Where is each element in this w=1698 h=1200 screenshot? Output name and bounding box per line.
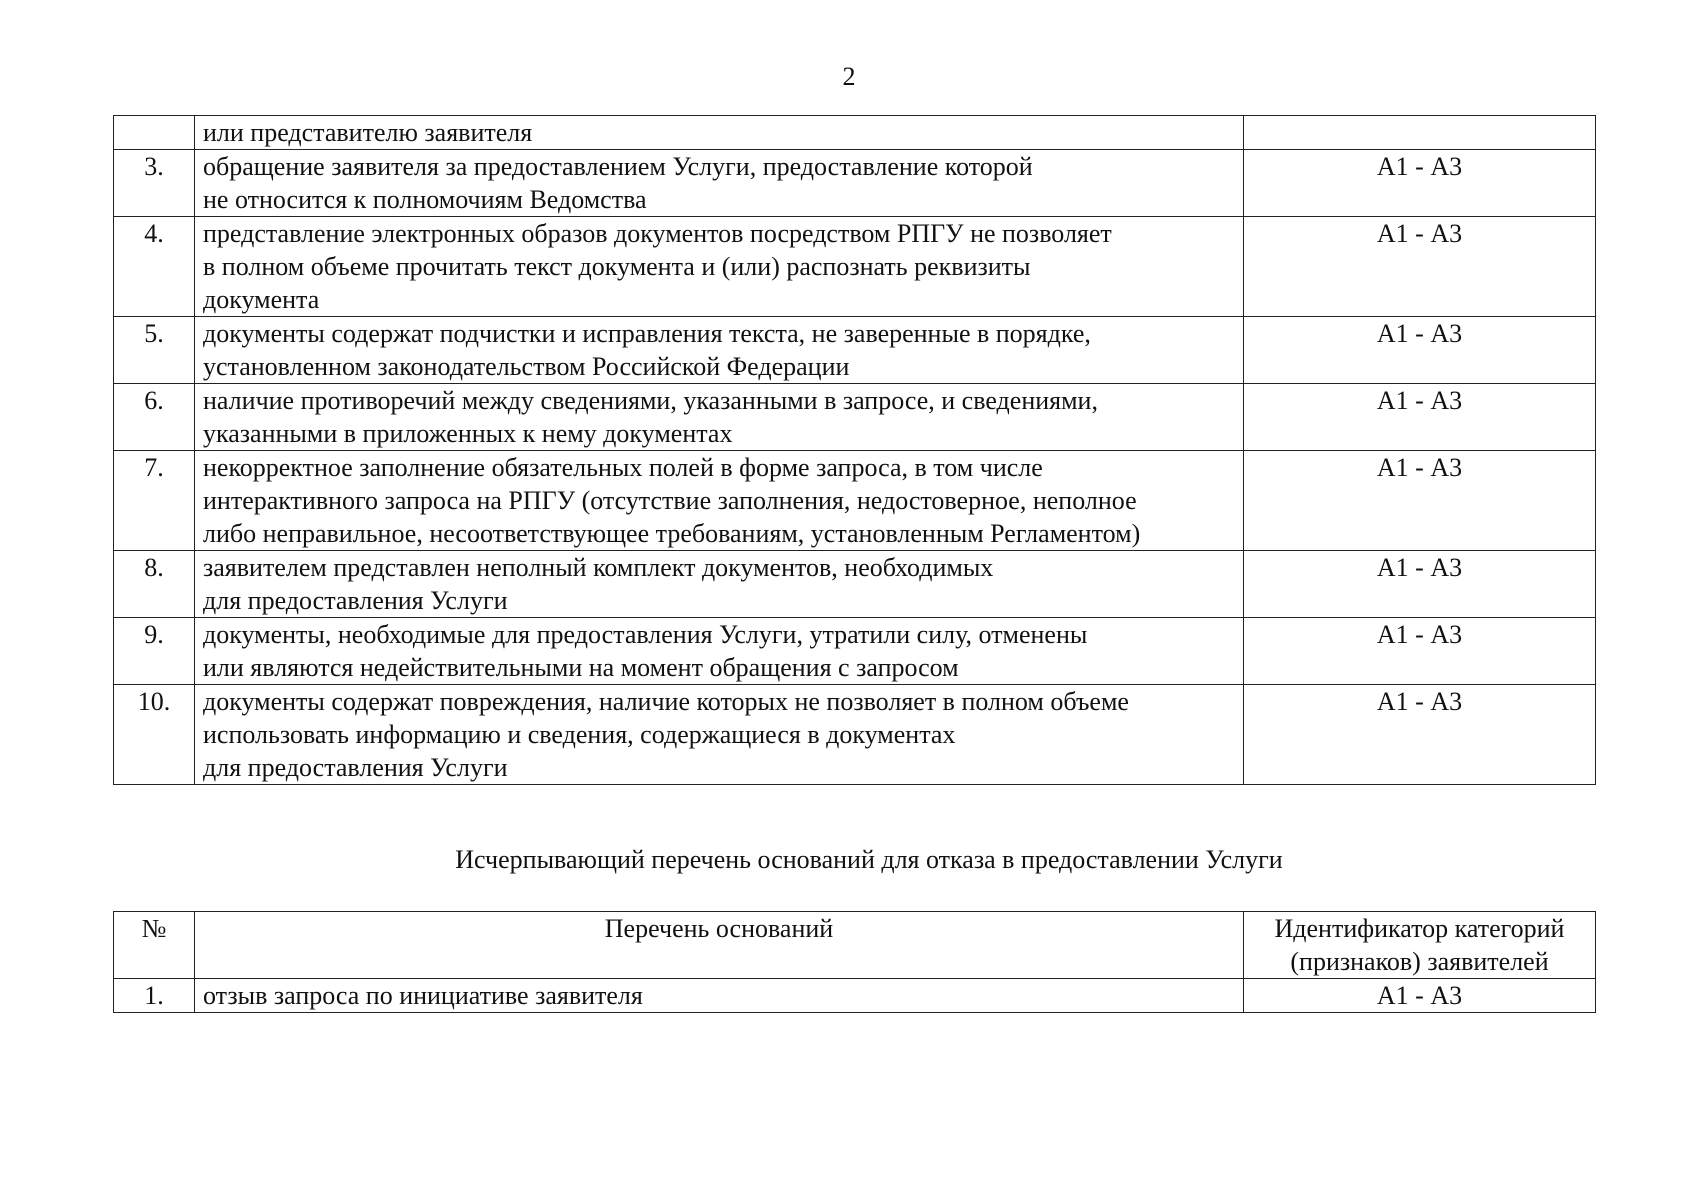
row-category-identifier: А1 - А3: [1244, 150, 1596, 217]
row-category-identifier: А1 - А3: [1244, 551, 1596, 618]
row-category-identifier: А1 - А3: [1244, 979, 1596, 1013]
ground-text-line: указанными в приложенных к нему документах: [203, 419, 733, 448]
page-number: 2: [842, 62, 856, 91]
table-row: [114, 451, 1596, 551]
ground-text-line: заявителем представлен неполный комплект документов, необходимых: [203, 553, 994, 582]
row-category-identifier: А1 - А3: [1244, 317, 1596, 384]
row-ground-text: [195, 685, 1244, 785]
grounds-table-continued: [113, 115, 1596, 785]
table-row: [114, 685, 1596, 785]
header-category-line: (признаков) заявителей: [1290, 947, 1549, 976]
row-ground-text: [195, 618, 1244, 685]
header-category-line: Идентификатор категорий: [1274, 914, 1565, 943]
ground-text-line: представление электронных образов документов посредством РПГУ не позволяет: [203, 219, 1112, 248]
ground-text-line: для предоставления Услуги: [203, 586, 508, 615]
ground-text-line: или являются недействительными на момент обращения с запросом: [203, 653, 959, 682]
row-ground-text: [195, 150, 1244, 217]
header-number: №: [114, 912, 195, 979]
row-category-identifier: А1 - А3: [1244, 384, 1596, 451]
row-number: 10.: [114, 685, 195, 785]
row-ground-text: [195, 451, 1244, 551]
ground-text-line: или представителю заявителя: [203, 118, 533, 147]
row-ground-text: [195, 384, 1244, 451]
ground-text-line: документа: [203, 285, 320, 314]
row-number: 3.: [114, 150, 195, 217]
row-number: 9.: [114, 618, 195, 685]
grounds-table-body: [114, 116, 1596, 785]
row-number: [114, 116, 195, 150]
table-row: [114, 150, 1596, 217]
ground-text-line: в полном объеме прочитать текст документа и (или) распознать реквизиты: [203, 252, 1031, 281]
row-number: 5.: [114, 317, 195, 384]
row-category-identifier: А1 - А3: [1244, 217, 1596, 317]
header-category-identifier: [1244, 912, 1596, 979]
ground-text-line: документы содержат повреждения, наличие которых не позволяет в полном объеме: [203, 687, 1129, 716]
section-heading: Исчерпывающий перечень оснований для отказа в предоставлении Услуги: [455, 845, 1283, 874]
table-row: [114, 217, 1596, 317]
ground-text-line: установленном законодательством Российской Федерации: [203, 352, 850, 381]
ground-text-line: документы, необходимые для предоставления Услуги, утратили силу, отменены: [203, 620, 1088, 649]
ground-text-line: наличие противоречий между сведениями, указанными в запросе, и сведениями,: [203, 386, 1098, 415]
table-header-row: [114, 912, 1596, 979]
header-grounds-list: Перечень оснований: [195, 912, 1244, 979]
ground-text-line: использовать информацию и сведения, содержащиеся в документах: [203, 720, 956, 749]
row-category-identifier: А1 - А3: [1244, 451, 1596, 551]
row-number: 8.: [114, 551, 195, 618]
ground-text-line: обращение заявителя за предоставлением Услуги, предоставление которой: [203, 152, 1033, 181]
row-category-identifier: [1244, 116, 1596, 150]
ground-text-line: документы содержат подчистки и исправления текста, не заверенные в порядке,: [203, 319, 1091, 348]
ground-text-line: интерактивного запроса на РПГУ (отсутствие заполнения, недостоверное, неполное: [203, 486, 1137, 515]
row-category-identifier: А1 - А3: [1244, 618, 1596, 685]
table-row: [114, 116, 1596, 150]
row-ground-text: [195, 116, 1244, 150]
ground-text-line: либо неправильное, несоответствующее требованиям, установленным Регламентом): [203, 519, 1141, 548]
row-ground-text: [195, 551, 1244, 618]
refusal-table-body: [114, 979, 1596, 1013]
refusal-grounds-table: [113, 911, 1596, 1013]
ground-text-line: отзыв запроса по инициативе заявителя: [203, 981, 643, 1010]
row-ground-text: [195, 317, 1244, 384]
row-number: 6.: [114, 384, 195, 451]
table-row: [114, 384, 1596, 451]
row-category-identifier: А1 - А3: [1244, 685, 1596, 785]
row-number: 4.: [114, 217, 195, 317]
row-number: 7.: [114, 451, 195, 551]
row-ground-text: [195, 217, 1244, 317]
ground-text-line: не относится к полномочиям Ведомства: [203, 185, 647, 214]
row-ground-text: [195, 979, 1244, 1013]
table-row: [114, 317, 1596, 384]
table-row: [114, 618, 1596, 685]
table-row: [114, 551, 1596, 618]
row-number: 1.: [114, 979, 195, 1013]
table-row: [114, 979, 1596, 1013]
ground-text-line: для предоставления Услуги: [203, 753, 508, 782]
ground-text-line: некорректное заполнение обязательных полей в форме запроса, в том числе: [203, 453, 1043, 482]
